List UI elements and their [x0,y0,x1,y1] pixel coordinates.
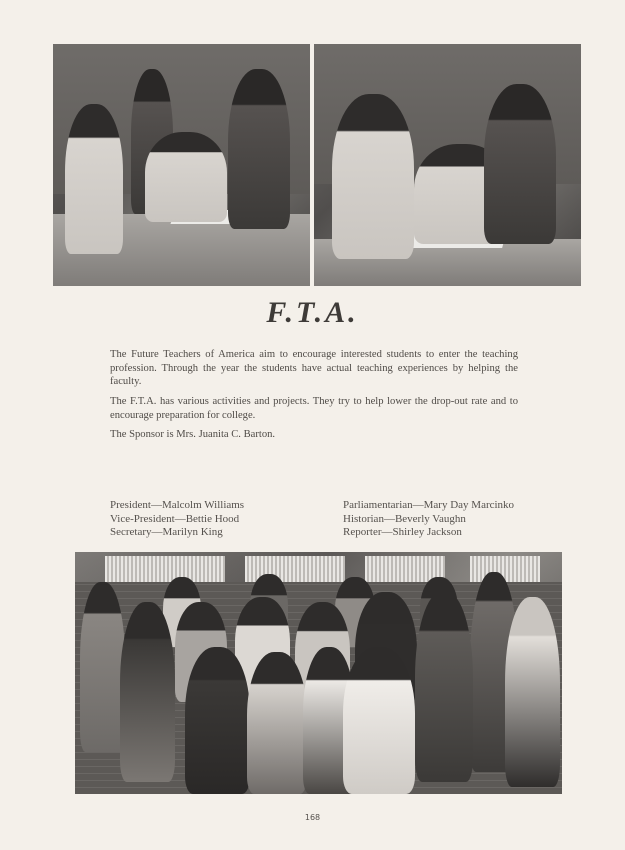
officer-vice-president: Vice-President—Bettie Hood [110,512,240,525]
page-number: 168 [304,813,321,822]
officer-secretary: Secretary—Marilyn King [110,526,223,538]
photo-students-at-desk [53,44,310,286]
activities-paragraph: The F.T.A. has various activities and projects. They try to help lower the drop-out rate and to encourage preparation for college. [110,396,518,421]
officer-historian: Historian—Beverly Vaughn [343,512,466,525]
officer-parliamentarian: Parliamentarian—Mary Day Marcinko [343,499,515,511]
photo-group [75,552,562,794]
sponsor-paragraph: The Sponsor is Mrs. Juanita C. Barton. [110,429,276,440]
intro-paragraph: The Future Teachers of America aim to encourage interested students to enter the teaching profession. Through the year the students have actual teaching experiences by helping the faculty. [110,349,518,387]
officers-list-left [110,499,244,540]
officer-president: President—Malcolm Williams [110,499,245,511]
page-title: F.T.A. [266,296,359,329]
photo-students-at-desk-closeup [314,44,581,286]
officer-reporter: Reporter—Shirley Jackson [343,526,462,538]
officers-list-right [343,499,514,540]
